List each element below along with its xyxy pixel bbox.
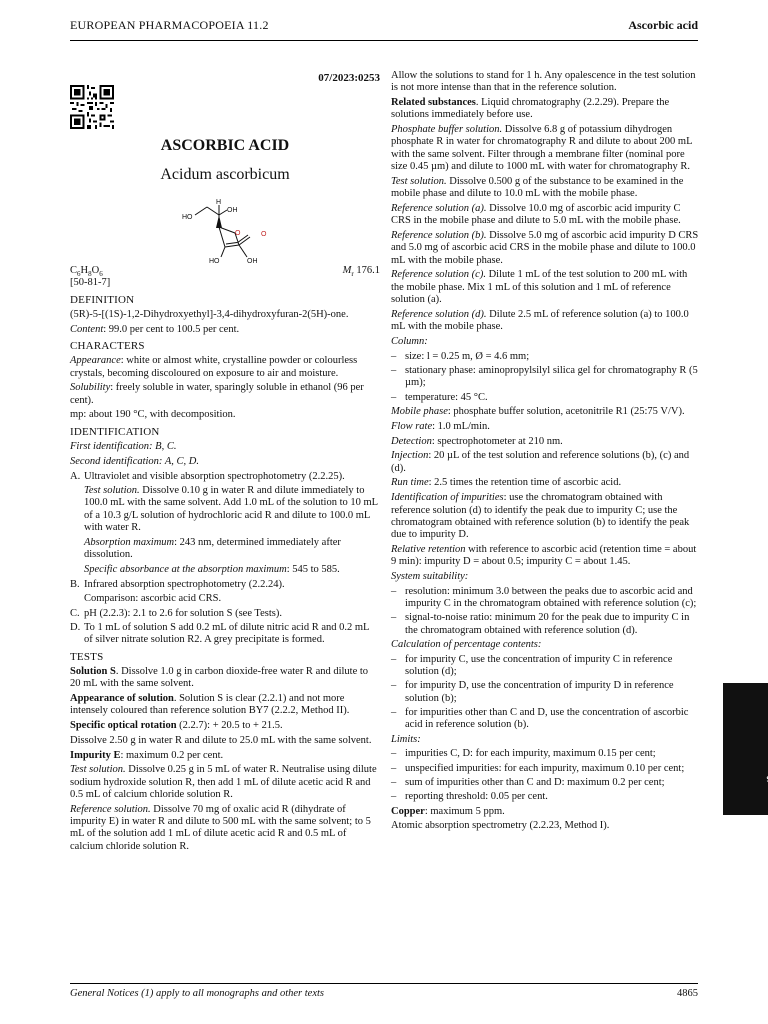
- latin-name: Acidum ascorbicum: [160, 166, 290, 183]
- system-suitability-label: System suitability:: [391, 570, 469, 582]
- monograph-reference: 07/2023:0253: [318, 72, 380, 84]
- column-label: Column:: [391, 335, 428, 347]
- list-item: – resolution: minimum 3.0 between the peaks due to ascorbic acid and impurity C in the chromatogram obtained with reference solution (c);: [391, 585, 697, 610]
- flow-rate: Flow rate: 1.0 mL/min.: [391, 420, 490, 432]
- right-column: [391, 70, 700, 835]
- atom-label-oh-top: OH: [227, 207, 238, 214]
- first-identification: First identification: B, C.: [70, 441, 177, 453]
- list-item: – for impurity C, use the concentration of impurity C in reference solution (d);: [391, 653, 673, 678]
- reference-solution-b: Reference solution (b). Dissolve 5.0 mg of ascorbic acid impurity D CRS and 5.0 mg of ascorbic acid CRS in the mobile phase and dilute to 100.0 mL with the mobile phase.: [391, 230, 699, 266]
- list-item: – reporting threshold: 0.05 per cent.: [391, 791, 548, 803]
- reference-solution-c: Reference solution (c). Dilute 1 mL of the test solution to 200 mL with the mobile phase. Mix 1 mL of this solution and 1 mL of reference solution (a).: [391, 269, 688, 306]
- side-tab-label: [739, 681, 751, 801]
- ascorbic-acid-structure: [175, 195, 285, 265]
- impurity-e-test-solution: Test solution. Dissolve 0.25 g in 5 mL of water R. Neutralise using dilute sodium hydroxide solution R, then add 1 mL of dilute acetic acid R and 0.5 mL of calcium chloride solution R.: [70, 764, 377, 800]
- related-test-solution: Test solution. Dissolve 0.500 g of the substance to be examined in the mobile phase and dilute to 10.0 mL with the mobile phase.: [391, 175, 684, 200]
- impurity-e-reference-solution: Reference solution. Dissolve 70 mg of oxalic acid R (dihydrate of impurity E) in water R and dilute to 500 mL with the same solvent; to 5 mL of the solution add 1 mL of dilute acetic acid R and 0.5 mL of calcium chloride solution R.: [70, 803, 371, 852]
- identification-heading: IDENTIFICATION: [70, 425, 160, 438]
- list-item: – stationary phase: aminopropylsilyl silica gel for chromatography R (5 µm);: [391, 365, 698, 389]
- solution-s: Solution S. Dissolve 1.0 g in carbon dioxide-free water R and dilute to 20 mL with the same solvent.: [70, 665, 369, 690]
- identification-a-absorption-maximum: Absorption maximum: 243 nm, determined immediately after dissolution.: [84, 536, 341, 560]
- left-column: [70, 265, 380, 855]
- second-identification: Second identification: A, C, D.: [70, 455, 199, 467]
- identification-b-comparison: Comparison: ascorbic acid CRS.: [84, 592, 222, 604]
- relative-retention: Relative retention with reference to ascorbic acid (retention time = about 9 min): impurity D = about 0.5; impurity C = about 1.45.: [391, 543, 697, 568]
- footer-note: General Notices (1) apply to all monographs and other texts: [70, 988, 325, 999]
- atom-label-oh-bottom: OH: [247, 258, 258, 265]
- phosphate-buffer-solution: Phosphate buffer solution. Dissolve 6.8 g of potassium dihydrogen phosphate R in water for chromatography R and dilute to about 200 mL with the same solvent. Filter through a membrane filter (nominal pore size 0.45 µm) and dilute to 1000 mL with water for chromatography R.: [391, 124, 693, 173]
- list-item: – impurities C, D: for each impurity, maximum 0.15 per cent;: [391, 748, 656, 760]
- reference-solution-a: Reference solution (a). Dissolve 10.0 mg of ascorbic acid impurity C CRS in the mobile phase and dilute to 5.0 mL with the mobile phase.: [391, 202, 681, 227]
- atomic-absorption: Atomic absorption spectrometry (2.2.23, Method I).: [391, 820, 610, 832]
- limits-label: Limits:: [391, 733, 421, 745]
- page-number: 4865: [677, 988, 698, 999]
- related-substances: Related substances. Liquid chromatography (2.2.29). Prepare the solutions immediately before use.: [391, 97, 670, 121]
- solubility-line: Solubility: freely soluble in water, sparingly soluble in ethanol (96 per cent).: [70, 382, 364, 406]
- list-item: – sum of impurities other than C and D: maximum 0.2 per cent;: [391, 776, 665, 788]
- definition-name: (5R)-5-[(1S)-1,2-Dihydroxyethyl]-3,4-dihydroxyfuran-2(5H)-one.: [70, 308, 349, 320]
- appearance-line: Appearance: white or almost white, crystalline powder or colourless crystals, becoming discoloured on exposure to air and moisture.: [70, 355, 358, 379]
- optical-rotation-preparation: Dissolve 2.50 g in water R and dilute to 25.0 mL with the same solvent.: [70, 734, 372, 746]
- cas-number: [50-81-7]: [70, 277, 111, 289]
- atom-label-ho-bottom: HO: [209, 258, 220, 265]
- running-header-title: EUROPEAN PHARMACOPOEIA 11.2: [70, 18, 269, 32]
- relative-molecular-mass: $M_r$ 176.1: [342, 265, 380, 279]
- monograph-title: ASCORBIC ACID: [160, 137, 290, 154]
- melting-point-line: mp: about 190 °C, with decomposition.: [70, 409, 236, 421]
- atom-label-o-ring: O: [235, 230, 241, 237]
- atom-label-h: H: [216, 199, 222, 206]
- list-item: – for impurities other than C and D, use the concentration of ascorbic acid in reference solution (b).: [391, 706, 689, 731]
- list-item: – unspecified impurities: for each impurity, maximum 0.10 per cent;: [391, 762, 685, 774]
- impurity-e-conclusion: Allow the solutions to stand for 1 h. Any opalescence in the test solution is not more intense than that in the reference solution.: [391, 70, 696, 94]
- formula-row: [70, 265, 380, 277]
- monographs-thumb-tab[interactable]: [723, 683, 768, 815]
- copper: Copper: maximum 5 ppm.: [391, 805, 505, 817]
- injection: Injection: 20 µL of the test solution and reference solutions (b), (c) and (d).: [391, 450, 690, 474]
- running-header-monograph: Ascorbic acid: [628, 18, 698, 32]
- calculation-label: Calculation of percentage contents:: [391, 638, 542, 650]
- detection: Detection: spectrophotometer at 210 nm.: [391, 435, 563, 447]
- identification-c: C. pH (2.2.3): 2.1 to 2.6 for solution S (see Tests).: [70, 607, 282, 619]
- appearance-of-solution: Appearance of solution. Solution S is clear (2.2.1) and not more intensely coloured than reference solution BY7 (2.2.2, Method II).: [70, 692, 350, 717]
- list-item: – size: l = 0.25 m, Ø = 4.6 mm;: [391, 350, 530, 362]
- molecular-formula: $C_6H_8O_6$: [70, 265, 103, 279]
- atom-label-ho-left: HO: [182, 214, 193, 221]
- characters-heading: CHARACTERS: [70, 339, 145, 352]
- impurity-e: Impurity E: maximum 0.2 per cent.: [70, 749, 224, 761]
- list-item: – temperature: 45 °C.: [391, 391, 488, 403]
- footer-rule: [70, 983, 698, 984]
- definition-heading: DEFINITION: [70, 293, 135, 306]
- identification-a-test-solution: Test solution. Dissolve 0.10 g in water R and dilute immediately to 100.0 mL with the same solvent. Add 1.0 mL of the solution to 10 mL of a 10.3 g/L solution of hydrochloric acid R and dilute to 100.0 mL with water R.: [84, 484, 378, 533]
- specific-optical-rotation: Specific optical rotation (2.2.7): + 20.5 to + 21.5.: [70, 720, 283, 731]
- tests-heading: TESTS: [70, 650, 104, 663]
- identification-of-impurities: Identification of impurities: use the chromatogram obtained with reference solution (d) to identify the peak due to impurity C; use the chromatogram obtained with reference solution (b) to identify the peak due to impurity D.: [391, 492, 690, 541]
- atom-label-o-keto: O: [261, 231, 267, 238]
- mobile-phase: Mobile phase: phosphate buffer solution, acetonitrile R1 (25:75 V/V).: [391, 405, 685, 417]
- header-rule: [70, 40, 698, 41]
- list-item: – signal-to-noise ratio: minimum 20 for the peak due to impurity C in the chromatogram obtained with reference solution (d).: [391, 612, 690, 636]
- identification-b: B. Infrared absorption spectrophotometry (2.2.24).: [70, 578, 285, 590]
- run-time: Run time: 2.5 times the retention time of ascorbic acid.: [391, 477, 622, 489]
- identification-d: D. To 1 mL of solution S add 0.2 mL of dilute nitric acid R and 0.2 mL of silver nitrate solution R2. A grey precipitate is formed.: [70, 621, 370, 646]
- identification-a-specific-absorbance: Specific absorbance at the absorption maximum: 545 to 585.: [84, 563, 340, 575]
- reference-solution-d: Reference solution (d). Dilute 2.5 mL of reference solution (a) to 100.0 mL with the mobile phase.: [391, 308, 689, 333]
- identification-a: A. Ultraviolet and visible absorption spectrophotometry (2.2.25).: [70, 470, 345, 482]
- list-item: – for impurity D, use the concentration of impurity D in reference solution (b);: [391, 680, 674, 704]
- qr-code-icon[interactable]: [70, 85, 114, 129]
- content-line: Content: 99.0 per cent to 100.5 per cent.: [70, 323, 240, 335]
